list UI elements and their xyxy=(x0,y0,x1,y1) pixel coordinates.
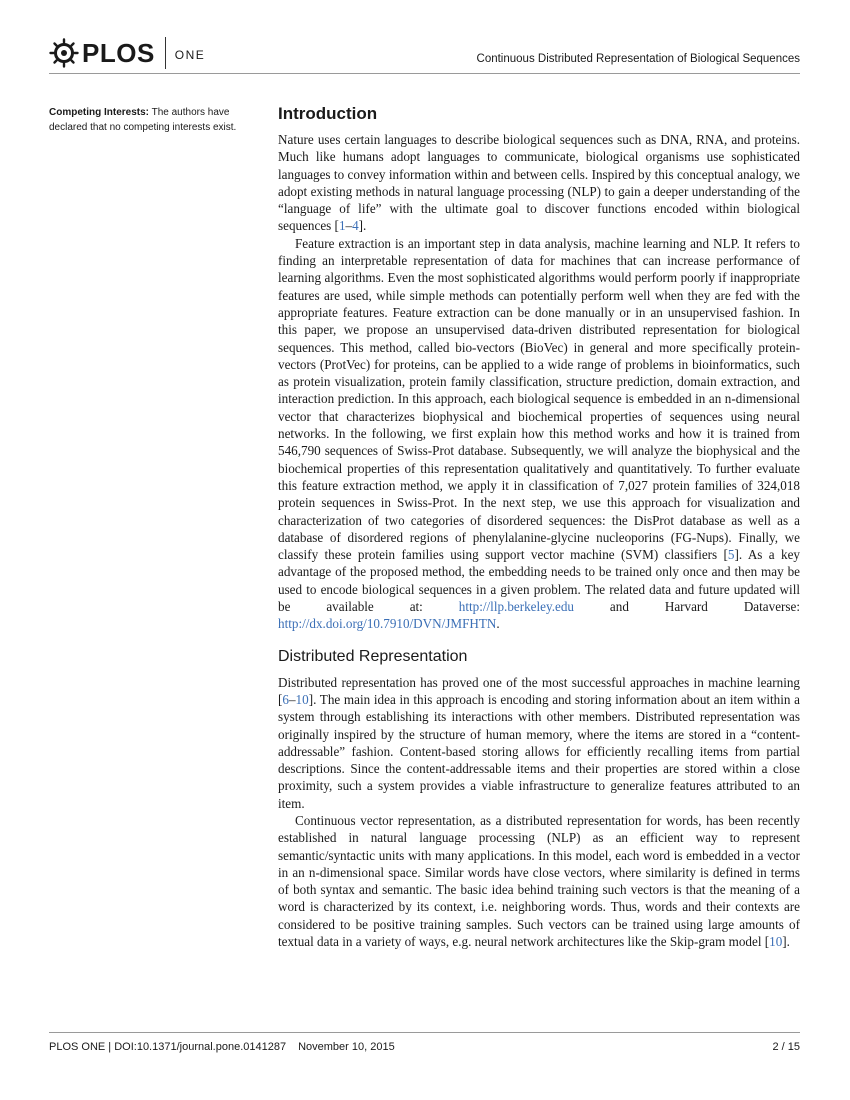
footer-citation xyxy=(49,1041,395,1053)
intro-p2-text: Feature extraction is an important step in data analysis, machine learning and NLP. It refers to finding an interpretable representation of data for machines that can increase performance of learning algorithms. Even the most sophisticated algorithms would perform poorly if inappropriate features are used, while simple methods can potentially perform well when they are fed with the appropriate features. Feature extraction can be done manually or in an unsupervised fashion. In this paper, we propose an unsupervised data-driven distributed representation for biological sequences. This method, called bio-vectors (BioVec) in general and more specifically protein-vectors (ProtVec) for proteins, can be applied to a wide range of problems in bioinformatics, such as protein visualization, protein family classification, structure prediction, domain extraction, and interaction prediction. In this approach, each biological sequence is embedded in an n-dimensional vector that characterizes biophysical and biochemical properties of sequences using neural networks. In the following, we first explain how this method works and how it is trained from 546,790 sequences of Swiss-Prot database. Subsequently, we will analyze the biophysical and the biochemical properties of this representation qualitatively and quantitatively. To further evaluate this feature extraction method, we apply it in classification of 7,027 protein families of 324,018 protein sequences in Swiss-Prot. In the next step, we use this approach for visualization and characterization of two categories of disordered sequences: the DisProt database as well as a database of disordered regions of phenylalanine-glycine nucleoporins (FG-Nups). Finally, we classify these protein families using support vector machine (SVM) classifiers [ xyxy=(278,235,800,563)
distributed-p1-rest: ]. The main idea in this approach is encoding and storing information about an item within a system through establishing its interactions with other members. Distributed representation was originally inspired by the structure of human memory, where the items are stored in a “content-addressable” fashion. Content-based storing allows for efficiently recalling items from partial descriptions. Since the content-addressable items and their properties are stored within a close proximity, such a system provides a viable infrastructure to generalize features attributed to an item. xyxy=(278,691,800,811)
competing-interests-label: Competing Interests: xyxy=(49,107,150,118)
distributed-p2-text: Continuous vector representation, as a distributed representation for words, has been recently established in natural language processing (NLP) as an efficient way to represent semantic/syntactic units with many applications. In this model, each word is embedded in a vector in an n-dimensional space. Similar words have close vectors, where similarity is defined in terms of both syntax and semantic. The basic idea behind training such vectors is that the meaning of a word is characterized by its context, i.e. neighboring words. Thus, words and their contexts are considered to be positive training samples. Such vectors can be trained using large amounts of textual data in a variety of ways, e.g. neural network architectures like the Skip-gram model [ xyxy=(278,812,800,950)
distributed-paragraph-1 xyxy=(278,674,800,812)
intro-paragraph-1 xyxy=(278,131,800,235)
citation-dash-2: – xyxy=(288,691,296,707)
logo-journal-name: ONE xyxy=(174,47,206,62)
footer-date: November 10, 2015 xyxy=(298,1041,395,1053)
section-heading-introduction: Introduction xyxy=(278,104,378,123)
data-url-link[interactable]: http://llp.berkeley.edu xyxy=(458,599,574,615)
distributed-p1-start: Distributed representation has proved one of the most successful approaches in machine learning [ xyxy=(278,674,800,707)
header-divider xyxy=(49,73,800,74)
intro-p2-mid: ]. As a key advantage of the proposed method, the embedding needs to be trained only once and then may be used to encode biological sequences in a given problem. The related data and future updated will be available at: xyxy=(278,547,800,615)
distributed-paragraph-2 xyxy=(278,812,800,950)
intro-p2-end: . xyxy=(496,616,500,632)
intro-p1-text: Nature uses certain languages to describe biological sequences such as DNA, RNA, and proteins. Much like humans adopt languages to communicate, biological organisms use sophisticated languages to convey information within and between cells. Inspired by this conceptual analogy, we adopt existing methods in natural language processing (NLP) to gain a deeper understanding of the “language of life” with the ultimate goal to discover functions encoded within biological sequences [ xyxy=(278,132,800,234)
main-content xyxy=(278,103,800,950)
citation-close: ]. xyxy=(358,218,367,234)
citation-link-4[interactable]: 4 xyxy=(352,218,359,234)
plos-logo-icon xyxy=(49,38,79,68)
citation-link-5[interactable]: 5 xyxy=(727,547,735,563)
section-heading-distributed-representation: Distributed Representation xyxy=(278,647,468,665)
footer-divider xyxy=(49,1032,800,1033)
dataverse-doi-link[interactable]: http://dx.doi.org/10.7910/DVN/JMFHTN xyxy=(278,616,497,632)
distributed-p2-end: ]. xyxy=(782,934,790,950)
plos-logo xyxy=(49,36,205,70)
footer-journal-doi: PLOS ONE | DOI:10.1371/journal.pone.0141287 xyxy=(49,1041,287,1053)
citation-link-10b[interactable]: 10 xyxy=(769,934,783,950)
intro-paragraph-2 xyxy=(278,235,800,633)
intro-p2-and: and Harvard Dataverse: xyxy=(573,599,800,615)
competing-interests-text: The authors have declared that no competing interests exist. xyxy=(49,107,237,133)
citation-dash: – xyxy=(345,218,353,234)
logo-wordmark: PLOS xyxy=(82,37,155,68)
page-number: 2 / 15 xyxy=(772,1041,800,1053)
citation-link-1[interactable]: 1 xyxy=(338,218,346,234)
citation-link-10[interactable]: 10 xyxy=(295,691,309,707)
logo-divider xyxy=(165,37,166,69)
running-title: Continuous Distributed Representation of Biological Sequences xyxy=(476,53,800,65)
sidebar-competing-interests xyxy=(49,105,259,135)
citation-link-6[interactable]: 6 xyxy=(282,691,289,707)
